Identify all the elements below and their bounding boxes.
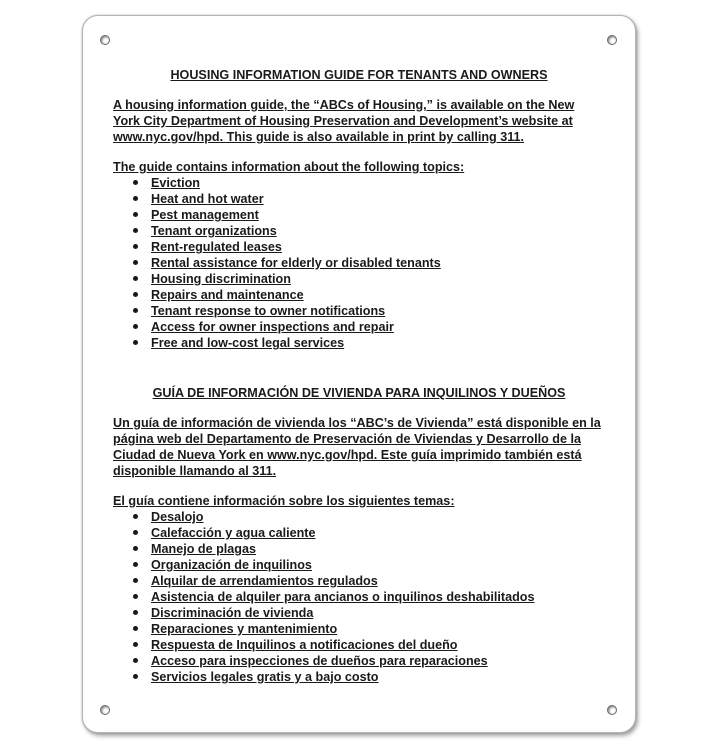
- list-item: Asistencia de alquiler para ancianos o inquilinos deshabilitados: [113, 589, 613, 605]
- mounting-hole-icon: [100, 705, 110, 715]
- english-intro-line: A housing information guide, the “ABCs of Housing,” is available on the New: [113, 98, 575, 112]
- mounting-hole-icon: [100, 35, 110, 45]
- list-item: Eviction: [113, 175, 613, 191]
- list-item: Tenant organizations: [113, 223, 613, 239]
- list-item: Housing discrimination: [113, 271, 613, 287]
- list-item: Pest management: [113, 207, 613, 223]
- english-intro-line: www.nyc.gov/hpd. This guide is also available in print by calling 311.: [113, 130, 525, 144]
- list-item: Calefacción y agua caliente: [113, 525, 613, 541]
- list-item: Heat and hot water: [113, 191, 613, 207]
- list-item: Free and low-cost legal services: [113, 335, 613, 351]
- list-item: Desalojo: [113, 509, 613, 525]
- english-topics-list: [113, 175, 613, 351]
- mounting-hole-icon: [607, 35, 617, 45]
- list-item: Servicios legales gratis y a bajo costo: [113, 669, 613, 685]
- spanish-intro-line: disponible llamando al 311.: [113, 464, 277, 478]
- spanish-intro-line: Un guía de información de vivienda los “ABC’s de Vivienda” está disponible en la: [113, 416, 601, 430]
- list-item: Acceso para inspecciones de dueños para reparaciones: [113, 653, 613, 669]
- list-item: Respuesta de Inquilinos a notificaciones del dueño: [113, 637, 613, 653]
- english-intro-line: York City Department of Housing Preservation and Development’s website at: [113, 114, 573, 128]
- english-topics-intro: The guide contains information about the following topics:: [113, 160, 465, 174]
- spanish-topics-intro: El guía contiene información sobre los siguientes temas:: [113, 494, 455, 508]
- spanish-section: [113, 385, 613, 685]
- mounting-hole-icon: [607, 705, 617, 715]
- list-item: Alquilar de arrendamientos regulados: [113, 573, 613, 589]
- spanish-title: GUÍA DE INFORMACIÓN DE VIVIENDA PARA INQUILINOS Y DUEÑOS: [152, 386, 566, 400]
- english-section: [113, 67, 613, 351]
- list-item: Access for owner inspections and repair: [113, 319, 613, 335]
- sign-content: [113, 67, 613, 685]
- list-item: Tenant response to owner notifications: [113, 303, 613, 319]
- english-title: HOUSING INFORMATION GUIDE FOR TENANTS AND OWNERS: [170, 68, 548, 82]
- spanish-topics-list: [113, 509, 613, 685]
- english-intro: [113, 97, 613, 145]
- spanish-intro-line: página web del Departamento de Preservación de Viviendas y Desarrollo de la: [113, 432, 582, 446]
- list-item: Reparaciones y mantenimiento: [113, 621, 613, 637]
- list-item: Manejo de plagas: [113, 541, 613, 557]
- spanish-intro-line: Ciudad de Nueva York en www.nyc.gov/hpd. Este guía imprimido también está: [113, 448, 582, 462]
- spanish-intro: [113, 415, 613, 479]
- list-item: Rent-regulated leases: [113, 239, 613, 255]
- list-item: Organización de inquilinos: [113, 557, 613, 573]
- list-item: Rental assistance for elderly or disabled tenants: [113, 255, 613, 271]
- list-item: Repairs and maintenance: [113, 287, 613, 303]
- list-item: Discriminación de vivienda: [113, 605, 613, 621]
